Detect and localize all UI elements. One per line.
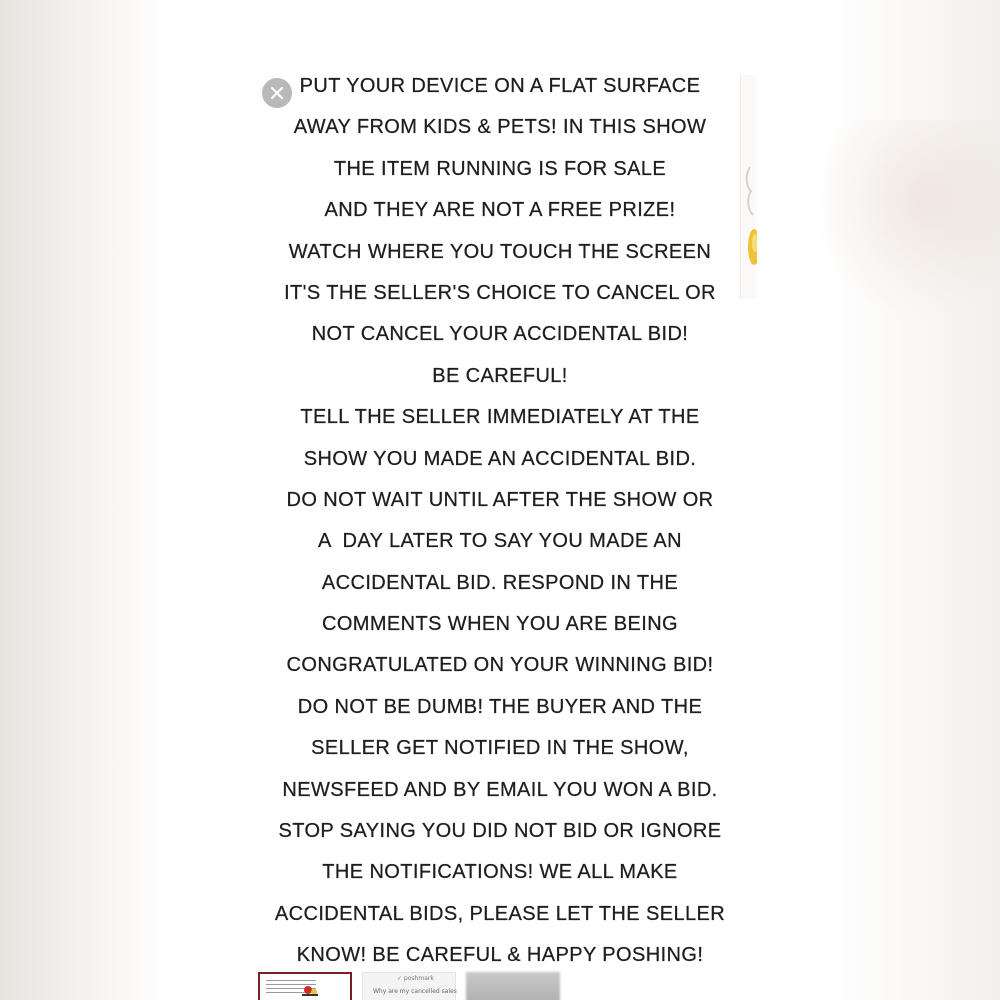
notice-line: SELLER GET NOTIFIED IN THE SHOW, (311, 737, 689, 760)
thumbnail-strip (258, 972, 568, 1000)
notice-line: ACCIDENTAL BID. RESPOND IN THE (321, 571, 679, 594)
notice-line: A DAY LATER TO SAY YOU MADE AN (317, 530, 682, 553)
notice-text-block (244, 66, 756, 977)
notice-line: ACCIDENTAL BIDS, PLEASE LET THE SELLER (274, 902, 726, 925)
close-button[interactable] (262, 78, 292, 108)
notice-line: BE CAREFUL! (432, 364, 568, 387)
notice-line: TELL THE SELLER IMMEDIATELY AT THE (300, 406, 700, 429)
notice-line: PUT YOUR DEVICE ON A FLAT SURFACE (299, 75, 701, 97)
notice-line: THE NOTIFICATIONS! WE ALL MAKE (322, 861, 678, 884)
notice-line: DO NOT WAIT UNTIL AFTER THE SHOW OR (286, 488, 714, 511)
notice-line: CONGRATULATED ON YOUR WINNING BID! (286, 654, 714, 677)
notice-line: SHOW YOU MADE AN ACCIDENTAL BID. (303, 447, 697, 470)
close-icon (270, 86, 284, 100)
notice-line: WATCH WHERE YOU TOUCH THE SCREEN (288, 240, 712, 263)
notice-line: IT'S THE SELLER'S CHOICE TO CANCEL OR (284, 281, 716, 304)
thumbnail-caption: Why are my cancelled sales (373, 988, 457, 995)
thumbnail[interactable] (362, 972, 456, 1000)
notice-line: NOT CANCEL YOUR ACCIDENTAL BID! (311, 323, 689, 346)
thumbnail[interactable] (466, 972, 560, 1000)
background-shade-right (810, 120, 1000, 320)
notice-line: KNOW! BE CAREFUL & HAPPY POSHING! (296, 944, 704, 967)
notice-line: AWAY FROM KIDS & PETS! IN THIS SHOW (293, 116, 707, 139)
notice-line: THE ITEM RUNNING IS FOR SALE (333, 157, 667, 180)
thumbnail-selected[interactable] (258, 972, 352, 1000)
notice-line: COMMENTS WHEN YOU ARE BEING (321, 613, 679, 636)
notice-line: NEWSFEED AND BY EMAIL YOU WON A BID. (282, 778, 718, 801)
notice-line: STOP SAYING YOU DID NOT BID OR IGNORE (278, 820, 722, 843)
notice-line: AND THEY ARE NOT A FREE PRIZE! (324, 199, 676, 222)
thumbnail-brand-icon: ✓ poshmark (397, 975, 434, 982)
background-shade-left (0, 0, 160, 1000)
notice-line: DO NOT BE DUMB! THE BUYER AND THE (297, 695, 703, 718)
thumbnail-art (296, 980, 326, 1000)
